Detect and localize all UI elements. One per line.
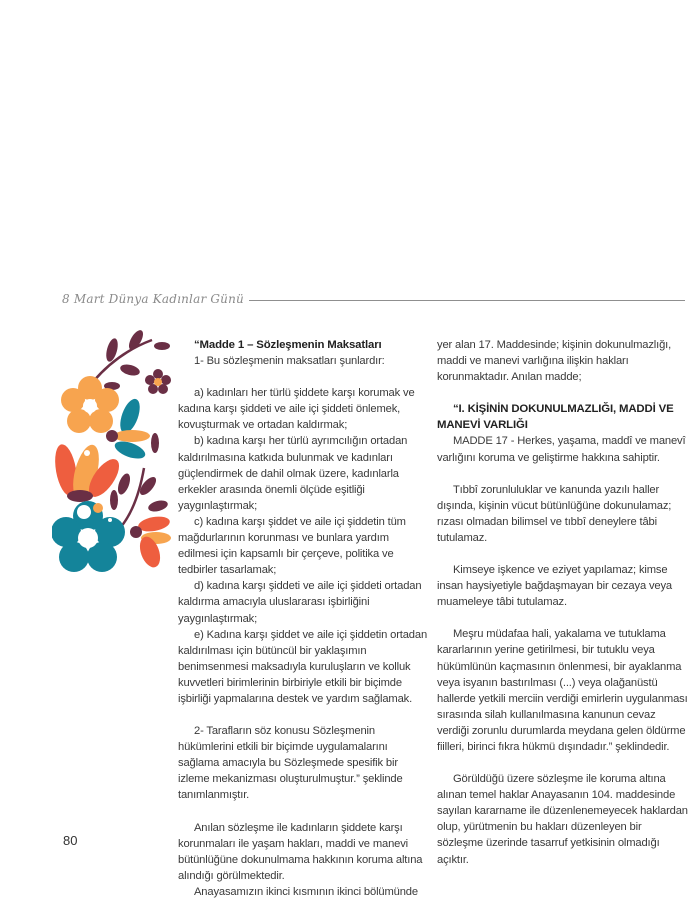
paragraph: Görüldüğü üzere sözleşme ile koruma altına alınan temel haklar Anayasanın 104. maddesinde sayılan kararname ile düzenlenemeyecek haklardan olup, yürütmenin bu hakları düzenleyen bir sözleşme üzerinde tasarruf yetkisinin olmadığı açıktır. [437,773,688,866]
paragraph: Anılan sözleşme ile kadınların şiddete karşı korunmaları ile yaşam hakları, maddi ve manevi bütünlüğüne dokunulmama hakkının koruma altına alındığı görülmektedir. [178,821,423,882]
list-item-b: b) kadına karşı her türlü ayrımcılığın ortadan kaldırılmasına katkıda bulunmak ve kadınları güçlendirmek de dahil olmak üzere, kadınlarla erkekler arasında önemli ölçüde eşitliği yaygınlaştırmak; [178,435,408,512]
running-header-title: 8 Mart Dünya Kadınlar Günü [62,292,244,306]
list-item-a: a) kadınları her türlü şiddete karşı korumak ve kadına karşı şiddeti ve aile içi şiddeti önlemek, kovuşturmak ve ortadan kaldırmak; [178,387,415,432]
header-rule-divider [249,300,685,301]
running-header [62,289,685,309]
paragraph: yer alan 17. Maddesinde; kişinin dokunulmazlığı, maddi ve manevi varlığına ilişkin hakları korunmaktadır. Anılan madde; [437,339,672,384]
article-heading: “Madde 1 – Sözleşmenin Maksatları [194,339,382,351]
right-text-column [437,337,689,868]
paragraph: Kimseye işkence ve eziyet yapılamaz; kimse insan haysiyetiyle bağdaşmayan bir cezaya veya muameleye tâbi tutulamaz. [437,564,673,609]
floral-ornament-icon [52,328,172,578]
paragraph: Meşru müdafaa hali, yakalama ve tutuklama kararlarının yerine getirilmesi, bir tutuklu veya hükümlünün kaçmasının önlenmesi, bir ayaklanma veya isyanın bastırılması (...) veya olağanüstü hallerde yetkili merciin verdiği emirlerin uygulanması sırasında silah kullanılmasına kanunun cevaz verdiği zorunlu durumlarda meydana gelen öldürme fiilleri, birinci fıkra hükmü dışındadır.” şeklindedir. [437,628,688,753]
page-number: 80 [63,833,78,848]
list-item-d: d) kadına karşı şiddeti ve aile içi şiddeti ortadan kaldırma amacıyla uluslararası işbirliğini yaygınlaştırmak; [178,580,422,625]
paragraph: Tıbbî zorunluluklar ve kanunda yazılı haller dışında, kişinin vücut bütünlüğüne dokunulamaz; rızası olmadan bilimsel ve tıbbî deneylere tâbi tutulamaz. [437,483,672,544]
paragraph: 1- Bu sözleşmenin maksatları şunlardır: [194,355,385,368]
paragraph: 2- Tarafların söz konusu Sözleşmenin hükümlerini etkili bir biçimde uygulamalarını sağlama amacıyla bu Sözleşmede spesifik bir izleme mekanizması oluşturulmuştur.” şeklinde tanımlanmıştır. [178,725,403,802]
paragraph: Anayasamızın ikinci kısmının ikinci bölümünde [194,885,418,898]
list-item-e: e) Kadına karşı şiddet ve aile içi şiddetin ortadan kaldırılması için bütüncül bir yaklaşımın benimsenmesi maksadıyla kuruluşların ve kolluk kuvvetleri birimlerinin birbiriyle etkili bir biçimde işbirliği yapmalarına destek ve yardım sağlamak. [178,628,428,705]
left-text-column [178,337,428,900]
paragraph: MADDE 17 - Herkes, yaşama, maddî ve manevî varlığını koruma ve geliştirme hakkına sahiptir. [437,435,686,464]
section-heading: “I. KİŞİNİN DOKUNULMAZLIĞI, MADDİ VE MANEVİ VARLIĞI [437,403,674,432]
list-item-c: c) kadına karşı şiddet ve aile içi şiddetin tüm mağdurlarının korunması ve bunlara yardım edilmesi için kapsamlı bir çerçeve, politika ve tedbirler tasarlamak; [178,515,406,577]
